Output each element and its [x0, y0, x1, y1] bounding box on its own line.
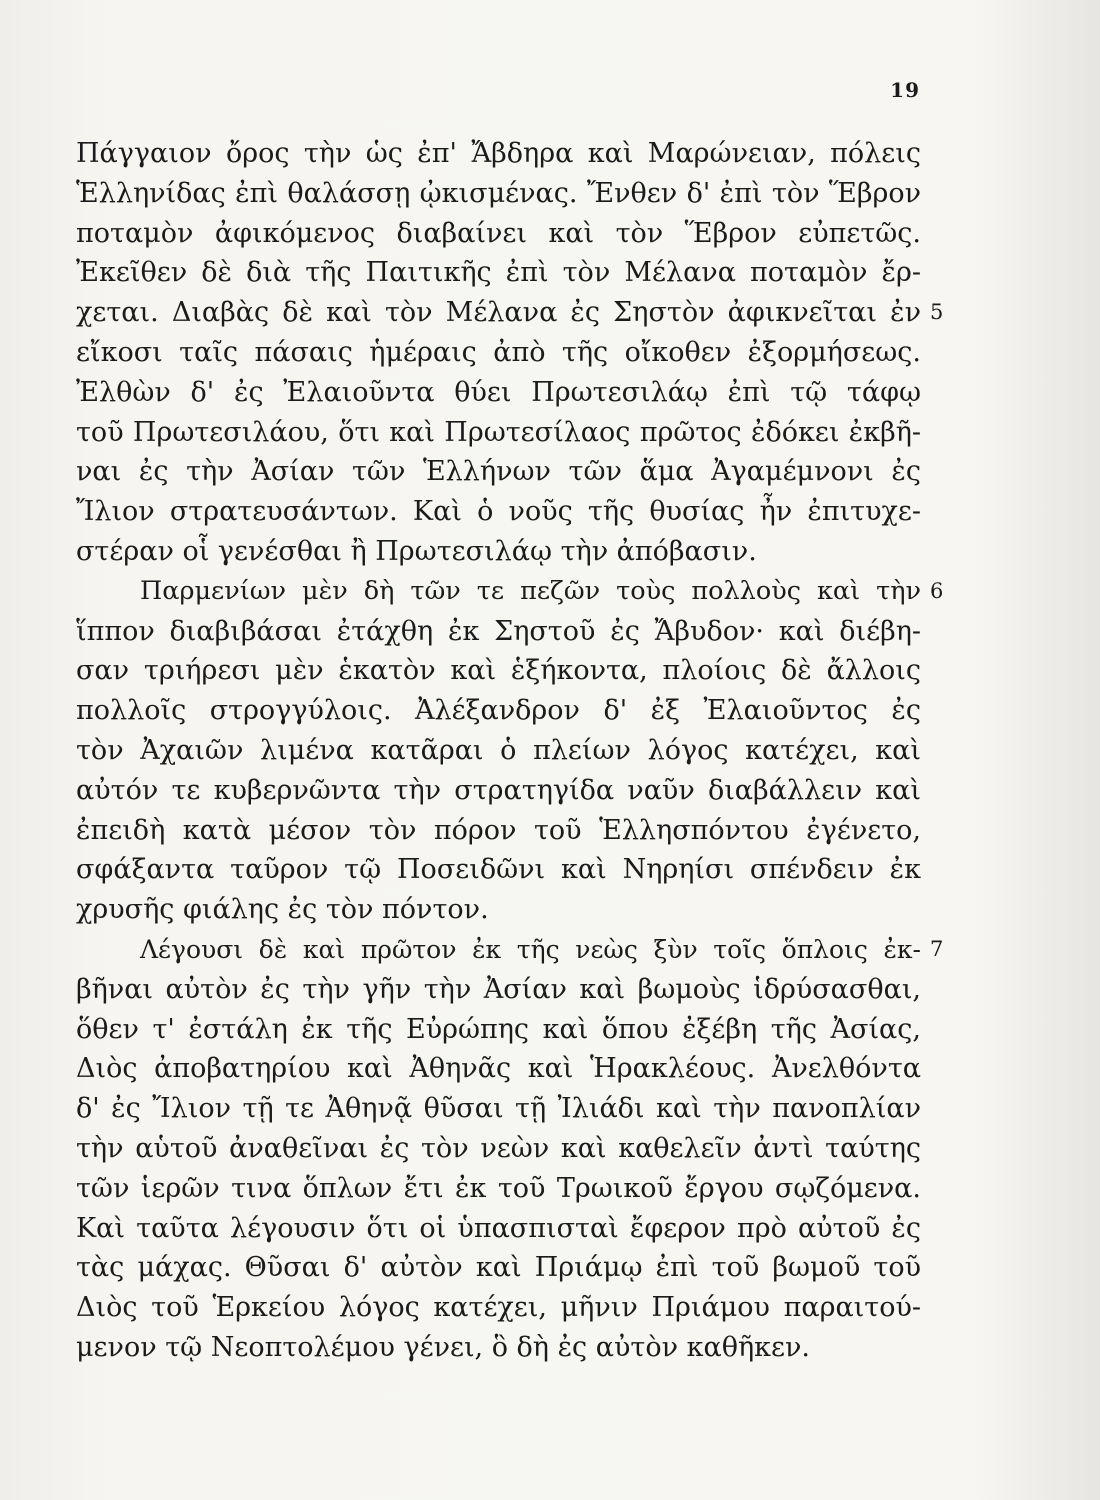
text-line-content: δ' ἐς Ἴλιον τῇ τε Ἀθηνᾷ θῦσαι τῇ Ἰλιάδι καὶ τὴν πανοπλίαν [76, 1093, 921, 1125]
text-line-content: Παρμενίων μὲν δὴ τῶν τε πεζῶν τοὺς πολλοὺς καὶ τὴν [140, 575, 921, 606]
text-line [76, 572, 944, 612]
text-line-content: Ἐκεῖθεν δὲ διὰ τῆς Παιτικῆς ἐπὶ τὸν Μέλανα ποταμὸν ἔρ- [76, 257, 921, 289]
text-line [76, 492, 921, 532]
page-number: 19 [890, 78, 920, 102]
text-line-content: βῆναι αὐτὸν ἐς τὴν γῆν τὴν Ἀσίαν καὶ βωμοὺς ἱδρύσασθαι, [76, 973, 921, 1005]
text-line-content: Διὸς ἀποβατηρίου καὶ Ἀθηνᾶς καὶ Ἡρακλέους. Ἀνελθόντα [76, 1053, 921, 1085]
text-line [76, 413, 921, 453]
text-line-content: Καὶ ταῦτα λέγουσιν ὅτι οἱ ὑπασπισταὶ ἔφερον πρὸ αὐτοῦ ἐς [76, 1212, 921, 1244]
text-line [76, 612, 921, 652]
text-line [76, 1288, 921, 1328]
text-line [76, 1328, 921, 1368]
text-line-content: τοῦ Πρωτεσιλάου, ὅτι καὶ Πρωτεσίλαος πρῶτος ἐδόκει ἐκβῆ- [76, 416, 921, 448]
text-line [76, 850, 921, 890]
text-line-content: εἴκοσι ταῖς πάσαις ἡμέραις ἀπὸ τῆς οἴκοθεν ἐξορμήσεως. [76, 336, 921, 368]
text-line [76, 1169, 921, 1209]
text-line-content: Ἐλθὼν δ' ἐς Ἐλαιοῦντα θύει Πρωτεσιλάῳ ἐπὶ τῷ τάφῳ [76, 376, 921, 408]
text-line-content: σαν τριήρεσι μὲν ἑκατὸν καὶ ἑξήκοντα, πλοίοις δὲ ἄλλοις [76, 655, 921, 687]
text-line [76, 691, 921, 731]
text-line [76, 651, 921, 691]
text-line [76, 214, 921, 254]
text-line-content: Ἴλιον στρατευσάντων. Καὶ ὁ νοῦς τῆς θυσίας ἦν ἐπιτυχε- [76, 496, 921, 528]
text-line-content: τὰς μάχας. Θῦσαι δ' αὐτὸν καὶ Πριάμῳ ἐπὶ τοῦ βωμοῦ τοῦ [76, 1252, 921, 1284]
text-line [76, 970, 921, 1010]
text-line [76, 811, 921, 851]
text-line-content: ἵππον διαβιβάσαι ἐτάχθη ἐκ Σηστοῦ ἐς Ἄβυδον· καὶ διέβη- [76, 615, 921, 647]
body-text [76, 134, 944, 1368]
text-line [76, 1010, 921, 1050]
text-line [76, 293, 944, 333]
text-line [76, 333, 921, 373]
text-line [76, 174, 921, 214]
text-line [76, 1049, 921, 1089]
text-line-content: Διὸς τοῦ Ἑρκείου λόγος κατέχει, μῆνιν Πριάμου παραιτού- [76, 1292, 921, 1324]
text-line-content: στέραν οἷ γενέσθαι ἢ Πρωτεσιλάῳ τὴν ἀπόβασιν. [76, 535, 757, 567]
text-line-content: τὸν Ἀχαιῶν λιμένα κατᾶραι ὁ πλείων λόγος κατέχει, καὶ [76, 734, 921, 766]
page-edge-shadow [980, 0, 1100, 1500]
text-line-content: Πάγγαιον ὄρος τὴν ὡς ἐπ' Ἄβδηρα καὶ Μαρώνειαν, πόλεις [76, 138, 921, 169]
text-line [76, 532, 921, 572]
text-line [76, 1089, 921, 1129]
text-line [76, 373, 921, 413]
text-line-content: αὐτόν τε κυβερνῶντα τὴν στρατηγίδα ναῦν διαβάλλειν καὶ [76, 774, 921, 806]
text-line-content: πολλοῖς στρογγύλοις. Ἀλέξανδρον δ' ἐξ Ἐλαιοῦντος ἐς [76, 695, 921, 727]
text-line-content: χεται. Διαβὰς δὲ καὶ τὸν Μέλανα ἐς Σηστὸν ἀφικνεῖται ἐν [76, 297, 921, 329]
text-line-content: Λέγουσι δὲ καὶ πρῶτον ἐκ τῆς νεὼς ξὺν τοῖς ὅπλοις ἐκ- [140, 934, 921, 964]
section-number: 7 [930, 936, 944, 961]
text-line-content: μενον τῷ Νεοπτολέμου γένει, ὃ δὴ ἐς αὐτὸν καθῆκεν. [76, 1331, 810, 1363]
section-number: 6 [930, 578, 944, 603]
text-line [76, 1248, 921, 1288]
text-line [76, 253, 921, 293]
text-line-content: τῶν ἱερῶν τινα ὅπλων ἔτι ἐκ τοῦ Τρωικοῦ ἔργου σῳζόμενα. [76, 1172, 921, 1204]
text-line [76, 890, 921, 930]
text-line-content: σφάξαντα ταῦρον τῷ Ποσειδῶνι καὶ Νηρηίσι σπένδειν ἐκ [76, 854, 921, 886]
text-line [76, 1209, 921, 1249]
text-line [76, 452, 921, 492]
text-line [76, 731, 921, 771]
text-line-content: ναι ἐς τὴν Ἀσίαν τῶν Ἑλλήνων τῶν ἅμα Ἀγαμέμνονι ἐς [76, 456, 921, 488]
text-line [76, 1129, 921, 1169]
text-line [76, 930, 944, 970]
text-line-content: χρυσῆς φιάλης ἐς τὸν πόντον. [76, 894, 489, 926]
text-line [76, 771, 921, 811]
text-line-content: Ἑλληνίδας ἐπὶ θαλάσσῃ ᾠκισμένας. Ἔνθεν δ' ἐπὶ τὸν Ἕβρον [76, 177, 921, 209]
text-line-content: ὅθεν τ' ἐστάλη ἐκ τῆς Εὐρώπης καὶ ὅπου ἐξέβη τῆς Ἀσίας, [76, 1013, 921, 1045]
text-line-content: ἐπειδὴ κατὰ μέσον τὸν πόρον τοῦ Ἑλλησπόντου ἐγένετο, [76, 814, 921, 846]
section-number: 5 [930, 300, 944, 325]
text-line-content: ποταμὸν ἀφικόμενος διαβαίνει καὶ τὸν Ἕβρον εὐπετῶς. [76, 217, 921, 249]
text-line-content: τὴν αὑτοῦ ἀναθεῖναι ἐς τὸν νεὼν καὶ καθελεῖν ἀντὶ ταύτης [76, 1132, 921, 1164]
text-line [76, 134, 921, 174]
